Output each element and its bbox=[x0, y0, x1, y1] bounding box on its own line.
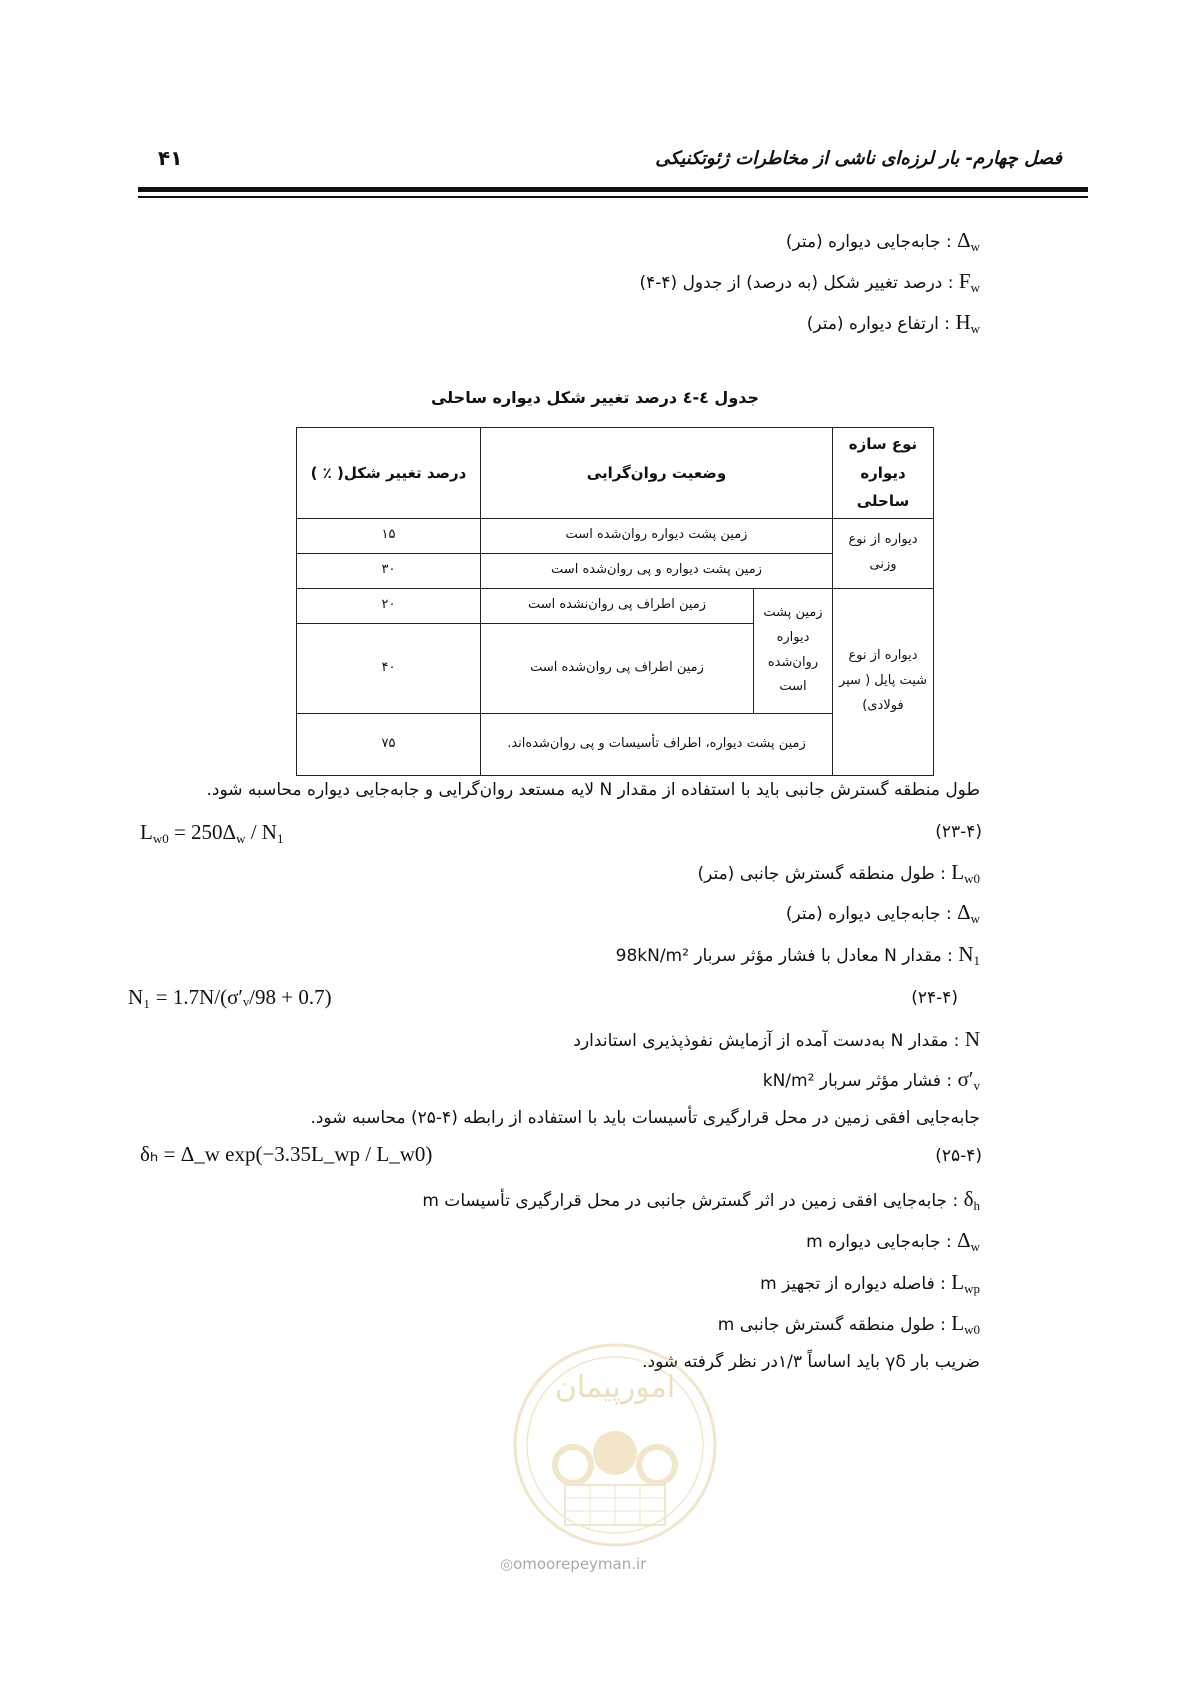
equation-25-number: (۲۵-۴) bbox=[935, 1146, 982, 1166]
symbol: $L_{w0}$ bbox=[951, 1311, 980, 1337]
definition-text: : مقدار N معادل با فشار مؤثر سربار 98kN/m² bbox=[615, 946, 953, 966]
header-structure-type: نوع سازه دیواره ساحلی bbox=[833, 428, 934, 519]
group-sheet-pile-wall: دیواره از نوع شیت پایل ( سپر فولادی) bbox=[833, 588, 934, 775]
symbol: $\Delta_w$ bbox=[957, 1228, 980, 1254]
condition-cell: زمین پشت دیواره، اطراف تأسیسات و پی روان‌شده‌اند. bbox=[481, 713, 833, 775]
symbol: $N_1$ bbox=[958, 942, 980, 968]
chapter-title: فصل چهارم- بار لرزه‌ای ناشی از مخاطرات ژئوتکنیکی bbox=[655, 148, 1062, 169]
symbol: $\Delta_w$ bbox=[957, 900, 980, 926]
symbol: $\Delta_w$ bbox=[957, 228, 980, 254]
condition-cell: زمین اطراف پی روان‌شده است bbox=[481, 623, 754, 713]
symbol: $H_w$ bbox=[955, 310, 980, 336]
watermark-text: امورپیمان bbox=[554, 1370, 676, 1405]
header-liquefaction-status: وضعیت روان‌گرایی bbox=[481, 428, 833, 519]
definition-text: : جابه‌جایی دیواره (متر) bbox=[785, 904, 952, 924]
table-row bbox=[297, 518, 934, 553]
paragraph-lateral-spread: طول منطقه گسترش جانبی باید با استفاده از مقدار N لایه مستعد روان‌گرایی و جابه‌جایی دیواره محاسبه شود. bbox=[206, 780, 980, 800]
def-l-wp bbox=[760, 1270, 980, 1297]
def-delta-h bbox=[422, 1187, 980, 1214]
header-rule-thick bbox=[138, 187, 1088, 192]
def-l-w0 bbox=[697, 860, 980, 887]
deformation-table bbox=[296, 427, 934, 776]
definition-text: : ارتفاع دیواره (متر) bbox=[806, 314, 951, 334]
def-delta-w-2 bbox=[786, 900, 980, 927]
symbol: N bbox=[964, 1027, 980, 1051]
sub-group-liquefied-backfill: زمین پشت دیواره روان‌شده است bbox=[754, 588, 833, 713]
definition-text: : طول منطقه گسترش جانبی m bbox=[717, 1315, 946, 1335]
equation-23: $L_{w0} = 250\Delta_w / N_1$ bbox=[140, 820, 284, 846]
definition-text: : طول منطقه گسترش جانبی (متر) bbox=[697, 864, 946, 884]
definition-text: : فشار مؤثر سربار kN/m² bbox=[762, 1071, 953, 1091]
value-cell: ۲۰ bbox=[297, 588, 481, 623]
def-n1 bbox=[616, 942, 980, 969]
definition-text: : جابه‌جایی دیواره (متر) bbox=[785, 232, 952, 252]
value-cell: ۳۰ bbox=[297, 553, 481, 588]
symbol: $L_{w0}$ bbox=[951, 860, 980, 886]
equation-23-number: (۲۳-۴) bbox=[935, 822, 982, 842]
table-caption: جدول ٤-٤ درصد تغییر شکل دیواره ساحلی bbox=[430, 388, 760, 407]
definition-text: : درصد تغییر شکل (به درصد) از جدول (۴-۴) bbox=[639, 273, 954, 293]
symbol: $F_w$ bbox=[958, 269, 980, 295]
def-f-w bbox=[639, 269, 980, 296]
def-delta-w-3 bbox=[806, 1228, 980, 1255]
def-sigma-v bbox=[763, 1067, 980, 1094]
table-row bbox=[297, 588, 934, 623]
group-gravity-wall: دیواره از نوع وزنی bbox=[833, 518, 934, 588]
condition-cell: زمین پشت دیواره و پی روان‌شده است bbox=[481, 553, 833, 588]
equation-24-number: (۲۴-۴) bbox=[911, 988, 958, 1008]
load-factor-line: ضریب بار γδ باید اساساً ۱/۳در نظر گرفته شود. bbox=[642, 1352, 980, 1372]
symbol: $L_{wp}$ bbox=[951, 1270, 980, 1296]
definition-text: : جابه‌جایی دیواره m bbox=[806, 1232, 952, 1252]
equation-24: N₁ = 1.7N/(σ′ᵥ/98 + 0.7) bbox=[128, 985, 332, 1009]
header-deformation-percent: درصد تغییر شکل( ٪ ) bbox=[297, 428, 481, 519]
watermark-url: ◎omoorepeyman.ir bbox=[500, 1555, 647, 1573]
condition-cell: زمین اطراف پی روان‌نشده است bbox=[481, 588, 754, 623]
def-h-w bbox=[807, 310, 980, 337]
definition-text: : فاصله دیواره از تجهیز m bbox=[760, 1274, 946, 1294]
def-n bbox=[573, 1027, 980, 1052]
value-cell: ۴۰ bbox=[297, 623, 481, 713]
value-cell: ۱۵ bbox=[297, 518, 481, 553]
symbol: $\sigma'_v$ bbox=[957, 1067, 980, 1093]
definition-text: : مقدار N به‌دست آمده از آزمایش نفوذپذیری استاندارد bbox=[573, 1031, 960, 1051]
paragraph-horizontal-displacement: جابه‌جایی افقی زمین در محل قرارگیری تأسیسات باید با استفاده از رابطه (۴-۲۵) محاسبه شود. bbox=[310, 1108, 980, 1128]
page-number: ۴۱ bbox=[158, 146, 183, 170]
header-rule-thin bbox=[138, 196, 1088, 198]
equation-25: δₕ = Δ_w exp(−3.35L_wp / L_w0) bbox=[140, 1142, 433, 1166]
symbol: $\delta_h$ bbox=[963, 1187, 980, 1213]
condition-cell: زمین پشت دیواره روان‌شده است bbox=[481, 518, 833, 553]
def-delta-w bbox=[786, 228, 980, 255]
def-l-w0-2 bbox=[718, 1311, 980, 1338]
watermark-logo bbox=[495, 1335, 735, 1575]
table-header-row bbox=[297, 428, 934, 519]
definition-text: : جابه‌جایی افقی زمین در اثر گسترش جانبی در محل قرارگیری تأسیسات m bbox=[422, 1191, 959, 1211]
value-cell: ۷۵ bbox=[297, 713, 481, 775]
